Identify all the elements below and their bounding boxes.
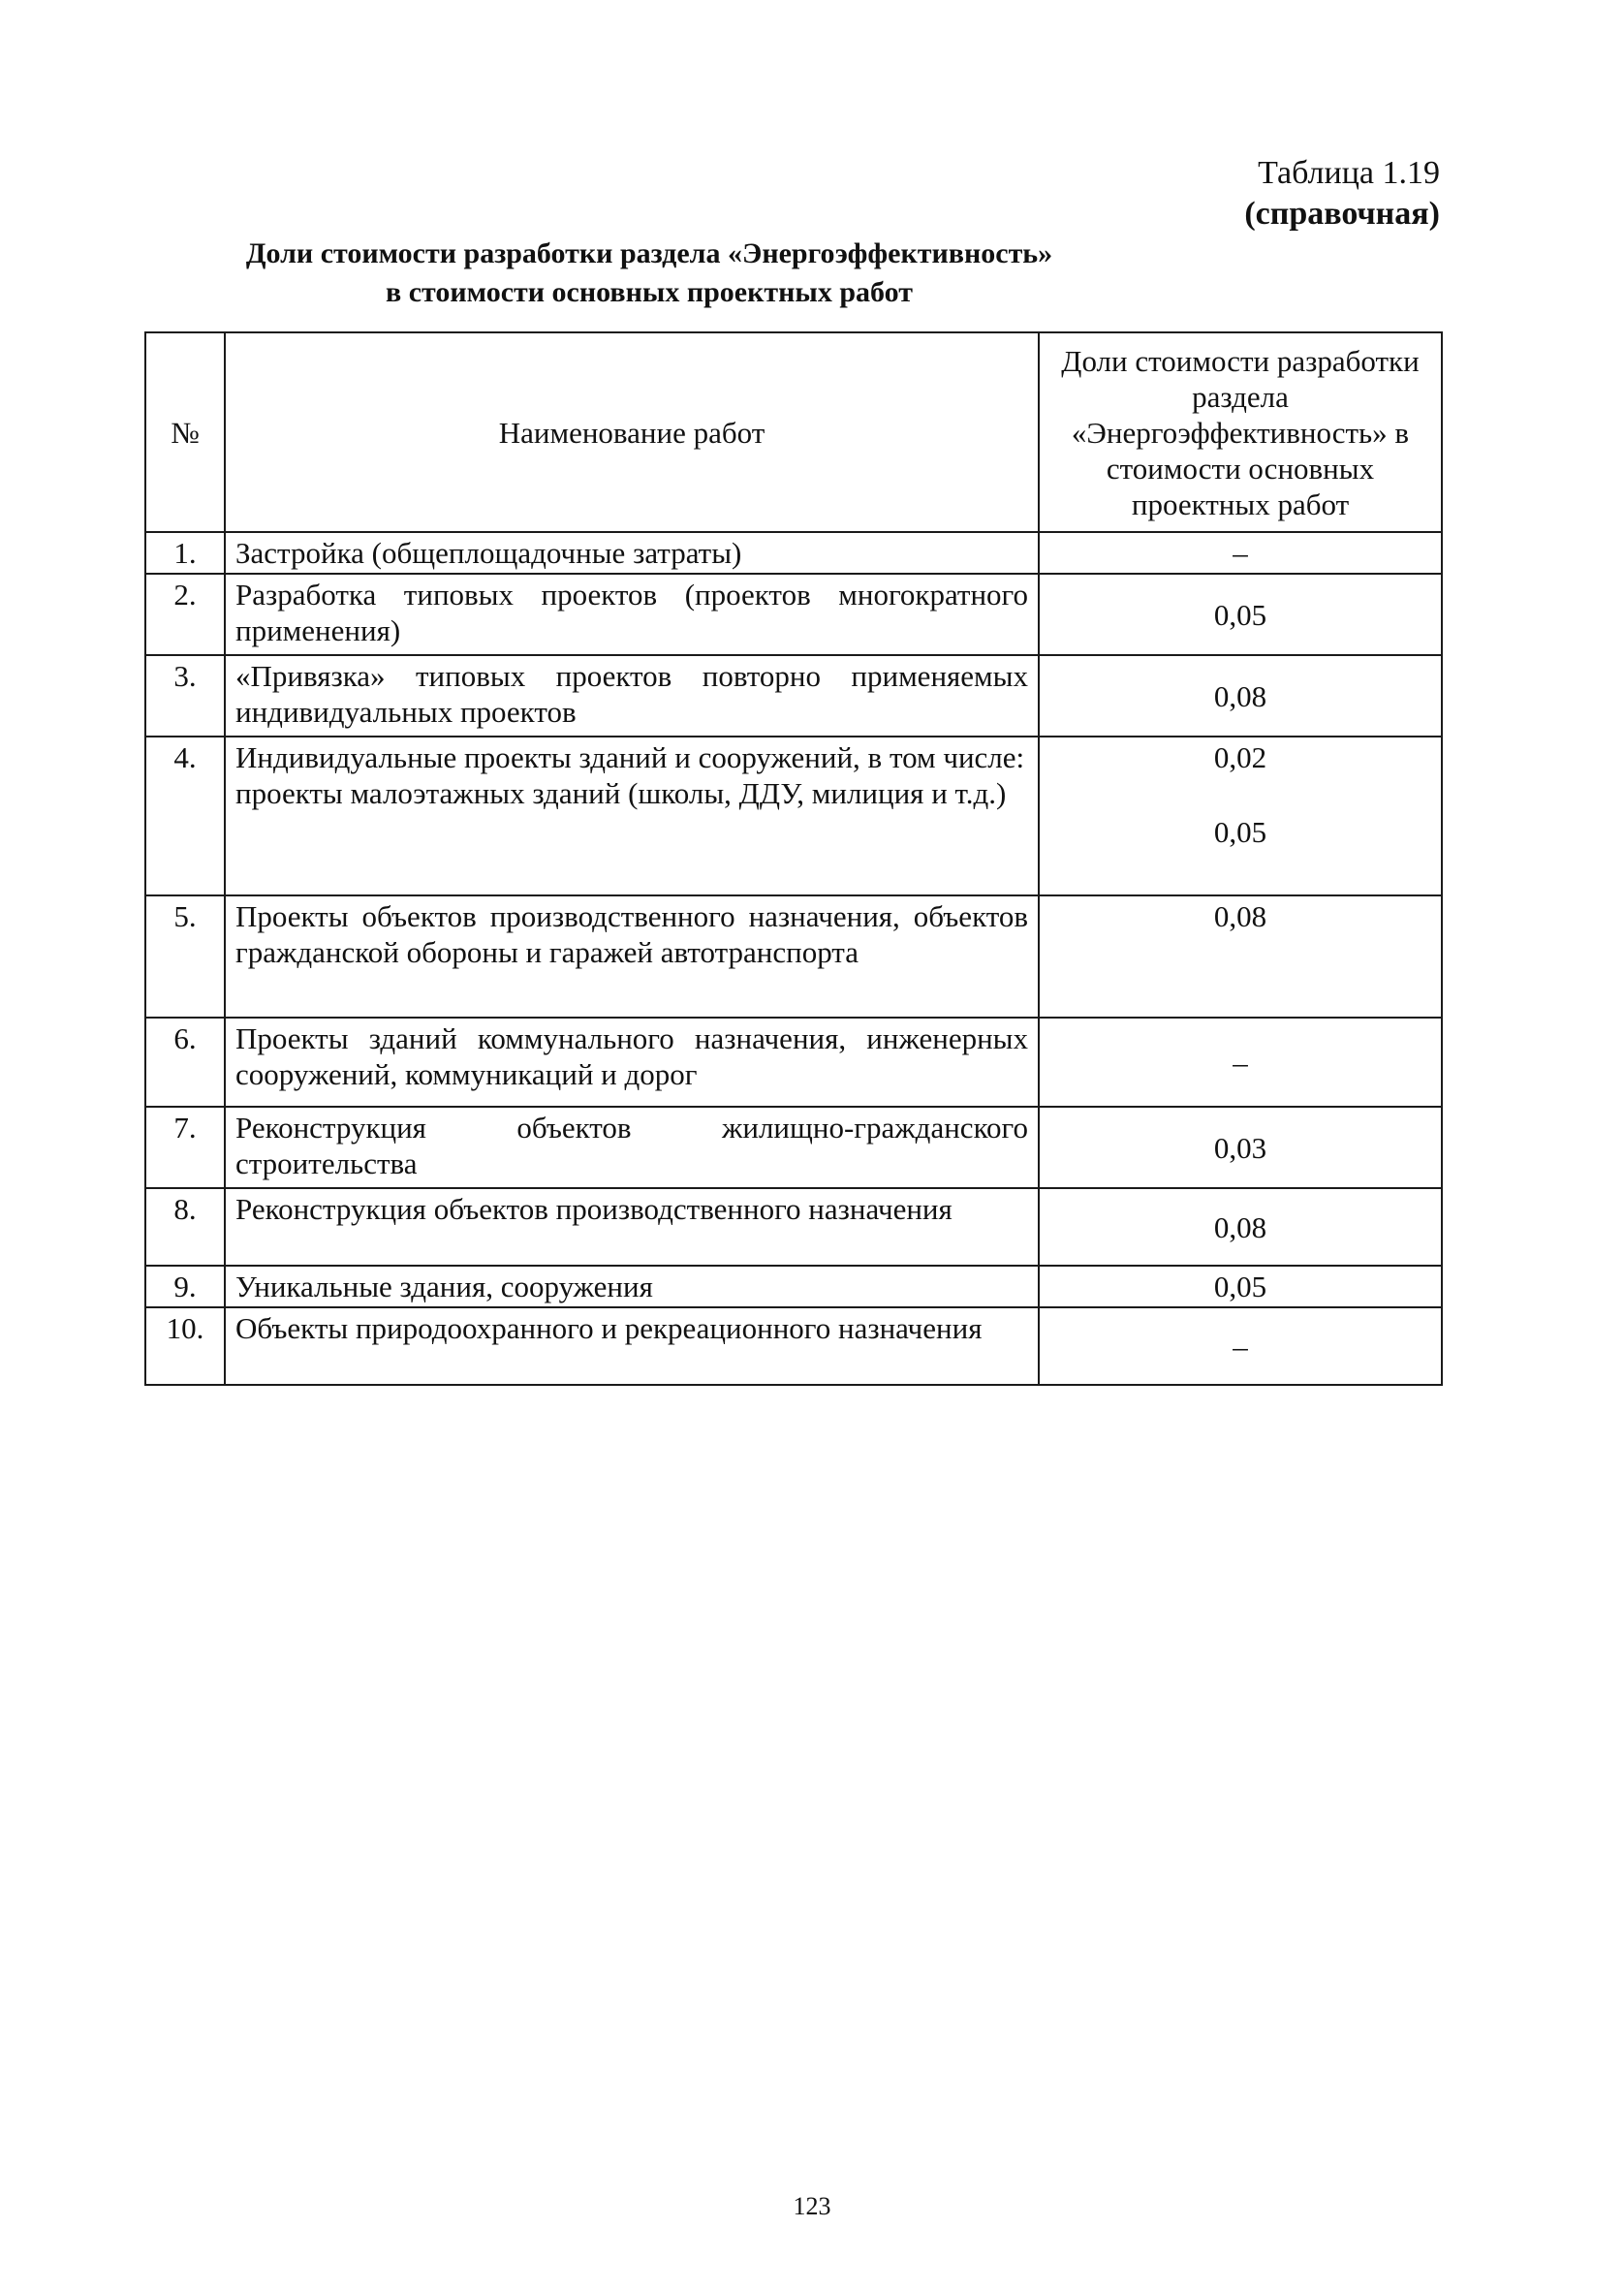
table-label bbox=[1244, 153, 1440, 235]
row-number: 9. bbox=[145, 1266, 225, 1307]
row-name-group bbox=[225, 737, 1039, 895]
row-number: 5. bbox=[145, 895, 225, 1018]
row-number: 7. bbox=[145, 1107, 225, 1188]
row-share-group bbox=[1039, 737, 1442, 895]
row-share: 0,05 bbox=[1039, 1266, 1442, 1307]
table-row bbox=[145, 1188, 1442, 1266]
table-title-line-2: в стоимости основных проектных работ bbox=[386, 276, 913, 308]
row-number: 8. bbox=[145, 1188, 225, 1266]
row-share: 0,08 bbox=[1039, 1188, 1442, 1266]
row-name: Уникальные здания, сооружения bbox=[225, 1266, 1039, 1307]
table-header-row bbox=[145, 332, 1442, 532]
row-name: Разработка типовых проектов (проектов многократного применения) bbox=[225, 574, 1039, 655]
row-number: 1. bbox=[145, 532, 225, 574]
row-name: Индивидуальные проекты зданий и сооружений, в том числе: bbox=[235, 740, 1025, 774]
row-share: – bbox=[1039, 1307, 1442, 1385]
row-number: 6. bbox=[145, 1018, 225, 1107]
row-number: 10. bbox=[145, 1307, 225, 1385]
table-row bbox=[145, 737, 1442, 895]
table-row bbox=[145, 655, 1442, 737]
row-share: 0,08 bbox=[1039, 895, 1442, 1018]
row-name: Реконструкция объектов жилищно-гражданского строительства bbox=[225, 1107, 1039, 1188]
row-share: 0,02 bbox=[1213, 740, 1267, 774]
row-share: 0,03 bbox=[1039, 1107, 1442, 1188]
header-num: № bbox=[145, 332, 225, 532]
table-title-line-1: Доли стоимости разработки раздела «Энергоэффективность» bbox=[245, 237, 1053, 269]
row-name: «Привязка» типовых проектов повторно применяемых индивидуальных проектов bbox=[225, 655, 1039, 737]
header-share: Доли стоимости разработки раздела «Энергоэффективность» в стоимости основных проектных работ bbox=[1039, 332, 1442, 532]
row-name: Реконструкция объектов производственного назначения bbox=[225, 1188, 1039, 1266]
row-sub-share: 0,05 bbox=[1213, 815, 1267, 849]
row-share: 0,05 bbox=[1039, 574, 1442, 655]
row-name: Объекты природоохранного и рекреационного назначения bbox=[225, 1307, 1039, 1385]
table-row bbox=[145, 895, 1442, 1018]
table-title bbox=[145, 235, 1153, 312]
row-sub-name: проекты малоэтажных зданий (школы, ДДУ, милиция и т.д.) bbox=[235, 776, 1007, 810]
row-name: Проекты объектов производственного назначения, объектов гражданской обороны и гаражей автотранспорта bbox=[225, 895, 1039, 1018]
row-share: – bbox=[1039, 1018, 1442, 1107]
header-name: Наименование работ bbox=[225, 332, 1039, 532]
row-number: 3. bbox=[145, 655, 225, 737]
table-row bbox=[145, 532, 1442, 574]
cost-share-table bbox=[144, 331, 1443, 1386]
table-row bbox=[145, 1107, 1442, 1188]
page-number: 123 bbox=[793, 2192, 831, 2220]
table-row bbox=[145, 1018, 1442, 1107]
row-number: 2. bbox=[145, 574, 225, 655]
table-row bbox=[145, 574, 1442, 655]
row-share: – bbox=[1039, 532, 1442, 574]
row-name: Проекты зданий коммунального назначения, инженерных сооружений, коммуникаций и дорог bbox=[225, 1018, 1039, 1107]
row-name: Застройка (общеплощадочные затраты) bbox=[225, 532, 1039, 574]
table-row bbox=[145, 1307, 1442, 1385]
table-row bbox=[145, 1266, 1442, 1307]
table-note: (справочная) bbox=[1244, 196, 1440, 232]
row-number: 4. bbox=[145, 737, 225, 895]
table-number: Таблица 1.19 bbox=[1258, 155, 1440, 191]
row-share: 0,08 bbox=[1039, 655, 1442, 737]
